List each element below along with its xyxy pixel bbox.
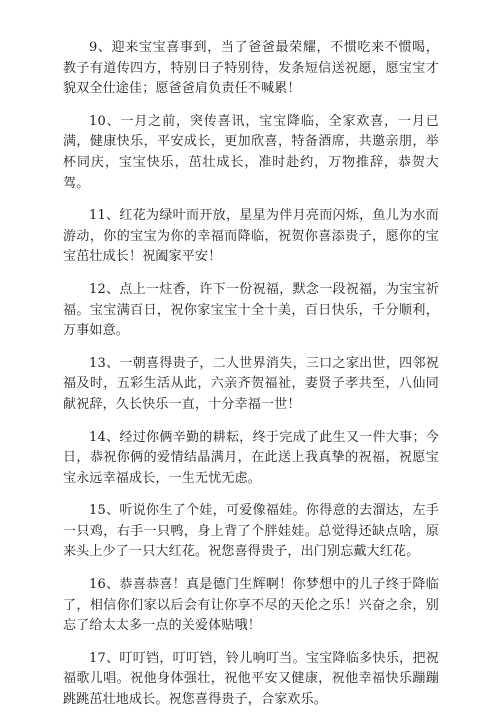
paragraph-17: 17、叮叮铛，叮叮铛，铃儿响叮当。宝宝降临多快乐，把祝福歌儿唱。祝他身体强壮，祝他平安又健康，祝他幸福快乐蹦蹦跳跳茁壮地成长。祝您喜得贵子，合家欢乐。 xyxy=(63,650,439,708)
paragraph-15: 15、听说你生了个娃，可爱像福娃。你得意的去溜达，左手一只鸡，右手一只鸭，身上背了个胖娃娃。总觉得还缺点啥，原来头上少了一只大红花。祝您喜得贵子，出门别忘戴大红花。 xyxy=(63,503,439,560)
paragraph-9: 9、迎来宝宝喜事到，当了爸爸最荣耀，不惯吃来不惯喝，教子有道传四方，特别日子特别待，发条短信送祝愿，愿宝宝才貌双全仕途佳；愿爸爸肩负责任不喊累！ xyxy=(63,40,439,97)
paragraph-12: 12、点上一炷香，许下一份祝福，默念一段祝福，为宝宝祈福。宝宝满百日，祝你家宝宝十全十美，百日快乐，千分顺利，万事如意。 xyxy=(63,281,439,339)
paragraph-14: 14、经过你俩辛勤的耕耘，终于完成了此生又一件大事；今日，恭祝你俩的爱情结晶满月，在此送上我真挚的祝福，祝愿宝宝永远幸福成长，一生无忧无虑。 xyxy=(63,429,439,486)
paragraph-11: 11、红花为绿叶而开放，星星为伴月亮而闪烁，鱼儿为水而游动，你的宝宝为你的幸福而降临，祝贺你喜添贵子，愿你的宝宝茁壮成长！祝阖家平安！ xyxy=(63,208,439,265)
document-body xyxy=(63,38,439,723)
paragraph-16: 16、恭喜恭喜！真是德门生辉啊！你梦想中的儿子终于降临了，相信你们家以后会有让你享不尽的天伦之乐！兴奋之余，别忘了给太太多一点的关爱体贴哦！ xyxy=(63,577,439,634)
paragraph-13: 13、一朝喜得贵子，二人世界消失，三口之家出世，四邻祝福及时，五彩生活从此，六亲齐贺福祉，妻贤子孝共至，八仙同献祝辞，久长快乐一直，十分幸福一世！ xyxy=(63,355,439,412)
paragraph-10: 10、一月之前，突传喜讯，宝宝降临，全家欢喜，一月已满，健康快乐，平安成长，更加欣喜，特备酒席，共邀亲朋，举杯同庆，宝宝快乐，茁壮成长，准时赴约，万物推辞，恭贺大驾。 xyxy=(63,113,439,191)
